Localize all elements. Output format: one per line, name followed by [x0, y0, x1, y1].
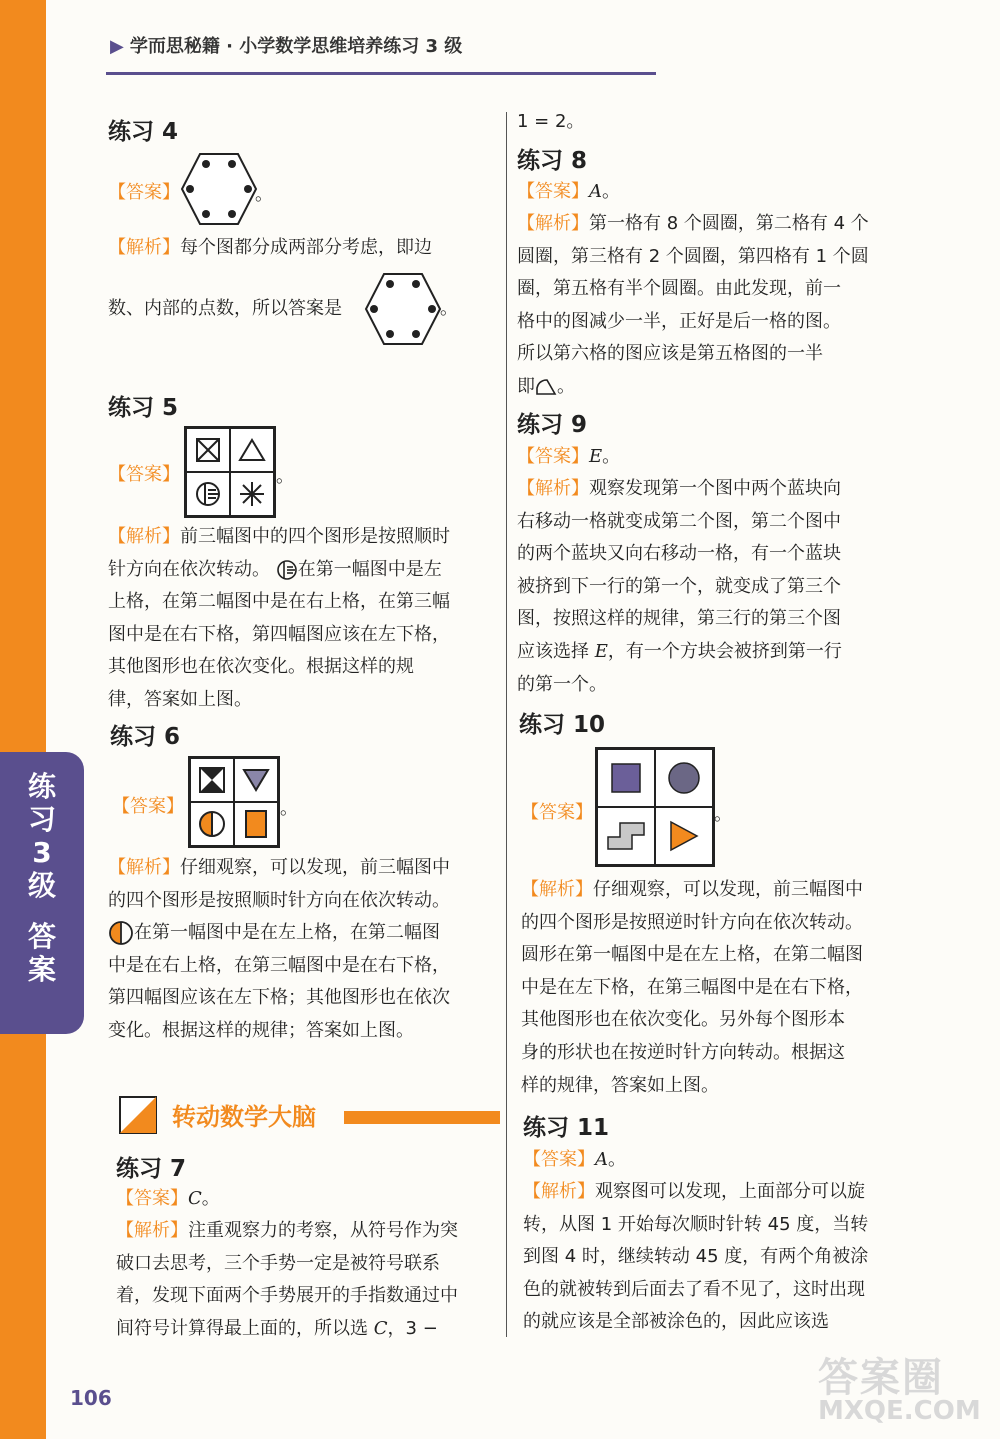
exercise-6-answer: 【答案】	[112, 796, 184, 817]
side-tab-char: 3	[32, 836, 52, 869]
header-title: 学而思秘籍 · 小学数学思维培养练习 3 级	[129, 36, 463, 57]
page-number: 106	[70, 1386, 112, 1410]
exercise-9-answer: 【答案】E。	[517, 446, 621, 467]
side-tab-char: 级	[27, 869, 56, 902]
exercise-10-answer-grid	[595, 747, 715, 867]
answer-suffix: 。	[255, 184, 273, 205]
hourglass-square-icon	[190, 758, 234, 802]
section-bar	[344, 1111, 500, 1124]
hexagon-six-dots-figure	[364, 272, 442, 346]
circle-lines-icon	[276, 559, 298, 581]
half-filled-circle-icon	[108, 920, 134, 946]
exercise-9-title: 练习 9	[517, 412, 588, 438]
section-banner	[116, 1093, 500, 1137]
section-title: 转动数学大脑	[172, 1103, 316, 1131]
side-chapter-tab	[0, 752, 84, 1034]
exercise-8-title: 练习 8	[517, 148, 588, 174]
analysis-end: 。	[440, 298, 458, 319]
exercise-9-analysis: 【解析】观察发现第一个图中两个蓝块向 右移动一格就变成第二个图，第二个图中 的两个蓝块又向右移动一格，有一个蓝块 被挤到下一行的第一个，就变成了第三个 图，按照这样的规律，第三行的第三个图 应该选择 E，有一个方块会被挤到第一行 的第一个。	[517, 478, 842, 695]
exercise-8-answer: 【答案】A。	[517, 181, 620, 202]
exercise-7-analysis: 【解析】注重观察力的考察，从符号作为突 破口去思考，三个手势一定是被符号联系 着，发现下面两个手势展开的手指数通过中 间符号计算得最上面的，所以选 C，3 −	[116, 1220, 458, 1339]
side-tab-char: 习	[27, 803, 56, 836]
exercise-8-analysis: 【解析】第一格有 8 个圆圈，第二格有 4 个 圆圈，第三格有 2 个圆圈，第四格有 1 个圆 圈，第五格有半个圆圈。由此发现，前一 格中的图减少一半，正好是后一格的图。 所以第六格的图应该是第五格图的一半 即 。	[517, 213, 869, 397]
exercise-4-answer: 【答案】	[108, 182, 180, 203]
exercise-11-answer: 【答案】A。	[523, 1149, 626, 1170]
exercise-10-answer: 【答案】	[521, 802, 593, 823]
exercise-11-title: 练习 11	[523, 1115, 610, 1141]
header-rule	[106, 72, 656, 75]
boxed-x-icon	[186, 428, 230, 472]
side-tab-char: 案	[27, 953, 56, 986]
exercise-5-analysis: 【解析】前三幅图中的四个图形是按照顺时 针方向在依次转动。 在第一幅图中是左 上格，在第二幅图中是在右上格，在第三幅 图中是在右下格，第四幅图应该在左下格， 其他图形也在依次变化。根据这样的规 律，答案如上图。	[108, 526, 450, 710]
exercise-4-analysis-cont: 数、内部的点数，所以答案是	[108, 298, 342, 319]
play-arrow-icon: ▶	[110, 36, 124, 57]
answer-suffix: 。	[280, 798, 298, 819]
exercise-5-answer: 【答案】	[108, 464, 180, 485]
exercise-7-answer: 【答案】C。	[116, 1188, 220, 1209]
exercise-6-answer-grid	[188, 756, 280, 848]
orange-right-triangle-icon	[655, 807, 713, 865]
exercise-10-title: 练习 10	[519, 712, 606, 738]
watermark-url: MXQE.COM	[818, 1396, 981, 1426]
exercise-11-analysis: 【解析】观察图可以发现，上面部分可以旋 转，从图 1 开始每次顺时针转 45 度，当转 到图 4 时，继续转动 45 度，有两个角被涂 色的就被转到后面去了看不见了，这时出现 的就应该是全部被涂色的，因此应该选	[523, 1181, 869, 1333]
exercise-4-analysis: 【解析】每个图都分成两部分考虑，即边	[108, 237, 432, 258]
side-tab-char: 答	[27, 920, 56, 953]
triangle-outline-icon	[230, 428, 274, 472]
filled-square-icon	[597, 749, 655, 807]
exercise-5-title: 练习 5	[108, 395, 179, 421]
asterisk-icon	[230, 472, 274, 516]
exercise-4-title: 练习 4	[108, 119, 179, 145]
filled-circle-icon	[655, 749, 713, 807]
inverted-triangle-icon	[234, 758, 278, 802]
side-tab-char: 练	[27, 770, 56, 803]
continued-text: 1 = 2。	[517, 111, 585, 132]
exercise-7-title: 练习 7	[116, 1156, 187, 1182]
orange-margin-stripe	[0, 0, 46, 1439]
half-square-icon	[116, 1093, 160, 1137]
orange-rectangle-icon	[234, 802, 278, 846]
quarter-circle-icon	[535, 378, 557, 396]
page-header	[110, 32, 462, 58]
circle-lines-icon	[186, 472, 230, 516]
exercise-10-analysis: 【解析】仔细观察，可以发现，前三幅图中 的四个图形是按照逆时针方向在依次转动。 圆形在第一幅图中是在左上格，在第二幅图 中是在左下格，在第三幅图中是在右下格， 其他图形也在依次变化。另外每个图形本 身的形状也在按逆时针方向转动。根据这 样的规律，答案如上图。	[521, 879, 863, 1096]
exercise-5-answer-grid	[184, 426, 276, 518]
answer-suffix: 。	[714, 804, 732, 825]
s-tetromino-icon	[597, 807, 655, 865]
column-divider	[506, 112, 507, 1337]
hexagon-six-dots-figure	[180, 152, 258, 226]
half-filled-circle-icon	[190, 802, 234, 846]
answer-suffix: 。	[276, 466, 294, 487]
exercise-6-analysis: 【解析】仔细观察，可以发现，前三幅图中 的四个图形是按照顺时针方向在依次转动。 在第一幅图中是在左上格，在第二幅图 中是在右上格，在第三幅图中是在右下格， 第四幅图应该在左下格；其他图形也在依次 变化。根据这样的规律；答案如上图。	[108, 857, 450, 1041]
exercise-6-title: 练习 6	[110, 724, 181, 750]
watermark-logo: 答案圈	[818, 1355, 944, 1401]
